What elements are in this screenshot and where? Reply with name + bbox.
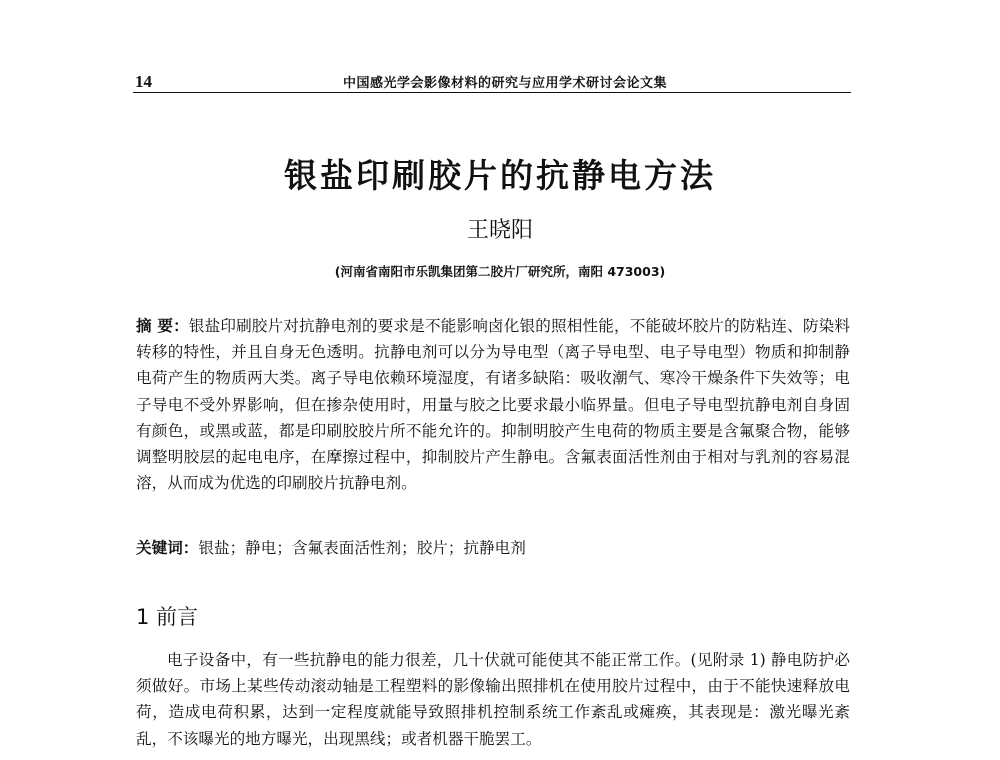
introduction-paragraph: 电子设备中，有一些抗静电的能力很差，几十伏就可能使其不能正常工作。(见附录 1) 静电防护必须做好。市场上某些传动滚动轴是工程塑料的影像输出照排机在使用胶片过程中，由于不能快速释放电荷，造成电荷积累，达到一定程度就能导致照排机控制系统工作紊乱或瘫痪，其表现是：激光曝光紊乱，不该曝光的地方曝光，出现黑线；或者机器干脆罢工。 <box>136 651 850 748</box>
author-name: 王晓阳 <box>466 218 533 243</box>
abstract-label: 摘 要： <box>136 317 189 335</box>
keywords <box>136 536 850 560</box>
abstract <box>136 313 850 496</box>
keywords-label: 关键词： <box>136 539 199 557</box>
abstract-text: 银盐印刷胶片对抗静电剂的要求是不能影响卤化银的照相性能，不能破坏胶片的防粘连、防染料转移的特性，并且自身无色透明。抗静电剂可以分为导电型（离子导电型、电子导电型）物质和抑制静电荷产生的物质两大类。离子导电依赖环境湿度，有诸多缺陷：吸收潮气、寒冷干燥条件下失效等；电子导电不受外界影响，但在掺杂使用时，用量与胶之比要求最小临界量。但电子导电型抗静电剂自身固有颜色，或黑或蓝，都是印刷胶胶片所不能允许的。抑制明胶产生电荷的物质主要是含氟聚合物，能够调整明胶层的起电电序，在摩擦过程中，抑制胶片产生静电。含氟表面活性剂由于相对与乳剂的容易混溶，从而成为优选的印刷胶片抗静电剂。 <box>136 317 850 493</box>
page-number: 14 <box>135 72 152 91</box>
author-affiliation: (河南省南阳市乐凯集团第二胶片厂研究所，南阳 473003) <box>334 264 666 279</box>
article-title: 银盐印刷胶片的抗静电方法 <box>284 156 716 195</box>
keywords-text: 银盐；静电；含氟表面活性剂；胶片；抗静电剂 <box>198 539 526 557</box>
section-heading-introduction: 1 前言 <box>136 605 199 629</box>
running-header <box>133 66 851 93</box>
journal-title: 中国感光学会影像材料的研究与应用学术研讨会论文集 <box>343 76 668 91</box>
